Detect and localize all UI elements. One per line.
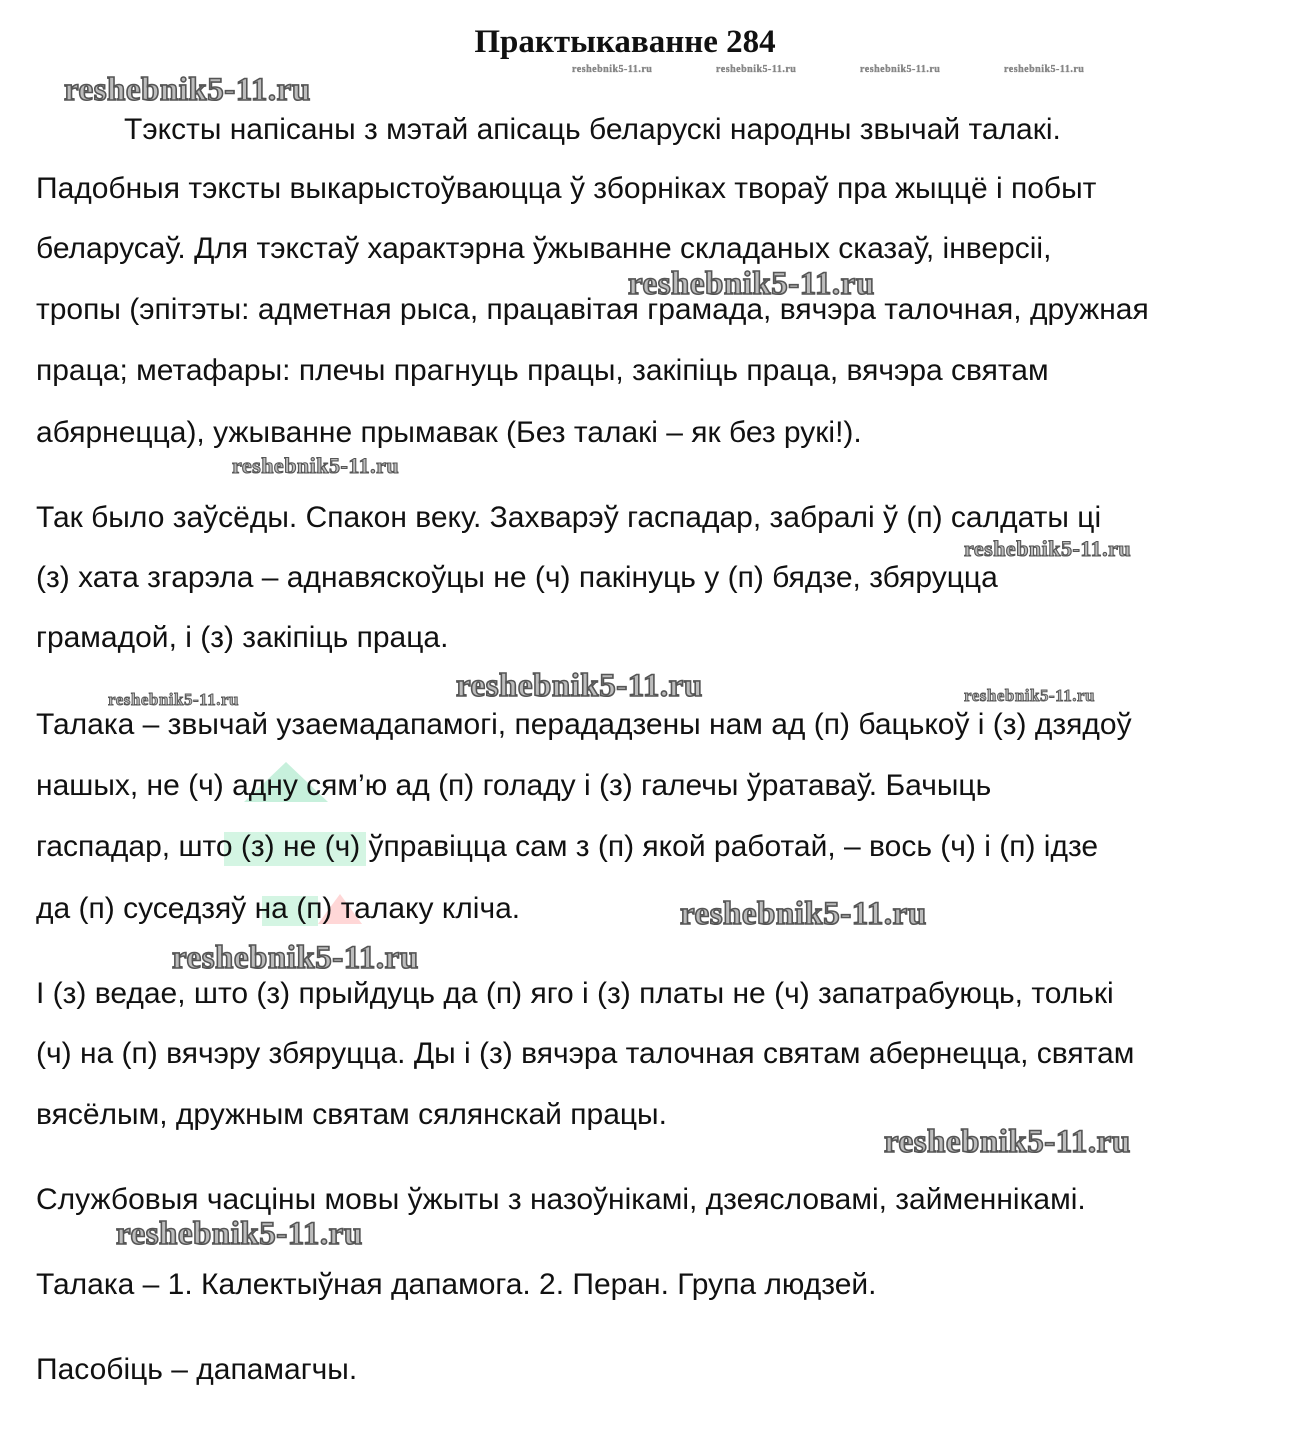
watermark: reshebnik5-11.ru — [1004, 64, 1085, 75]
watermark: reshebnik5-11.ru — [628, 266, 875, 302]
watermark: reshebnik5-11.ru — [232, 453, 400, 478]
text-line: гаспадар, што (з) не (ч) ўправіцца сам з (п) якой работай, – вось (ч) і (п) ідзе — [36, 830, 1099, 863]
text-line: Талака – 1. Калектыўная дапамога. 2. Перан. Група людзей. — [36, 1268, 877, 1301]
text-line: Талака – звычай узаемадапамогі, перададзены нам ад (п) бацькоў і (з) дзядоў — [36, 708, 1132, 741]
text-line: Падобныя тэксты выкарыстоўваюцца ў зборніках твораў пра жыццё і побыт — [36, 172, 1097, 205]
watermark: reshebnik5-11.ru — [64, 72, 311, 108]
watermark: reshebnik5-11.ru — [572, 64, 653, 75]
text-line: абярнецца), ужыванне прымавак (Без талакі – як без рукі!). — [36, 416, 862, 449]
text-line: праца; метафары: плечы прагнуць працы, закіпіць праца, вячэра святам — [36, 354, 1049, 387]
text-line: І (з) ведае, што (з) прыйдуць да (п) яго і (з) платы не (ч) запатрабуюць, толькі — [36, 977, 1114, 1010]
text-line: нашых, не (ч) адну сям’ю ад (п) голаду і (з) галечы ўратаваў. Бачыць — [36, 769, 992, 802]
text-line: Службовыя часціны мовы ўжыты з назоўнікамі, дзеясловамі, займеннікамі. — [36, 1183, 1086, 1216]
page-title: Практыкаванне 284 — [474, 24, 776, 60]
watermark: reshebnik5-11.ru — [456, 668, 703, 704]
watermark: reshebnik5-11.ru — [860, 64, 941, 75]
watermark: reshebnik5-11.ru — [964, 686, 1095, 705]
text-line: Тэксты напісаны з мэтай апісаць беларускі народны звычай талакі. — [124, 113, 1061, 146]
watermark: reshebnik5-11.ru — [964, 536, 1132, 561]
watermark: reshebnik5-11.ru — [716, 64, 797, 75]
watermark: reshebnik5-11.ru — [884, 1124, 1131, 1160]
text-line: да (п) суседзяў на (п) талаку кліча. — [36, 892, 521, 925]
text-line: Так было заўсёды. Спакон веку. Захварэў гаспадар, забралі ў (п) салдаты ці — [36, 501, 1102, 534]
text-line: (з) хата згарэла – аднавяскоўцы не (ч) пакінуць у (п) бядзе, збяруцца — [36, 561, 998, 594]
text-line: (ч) на (п) вячэру збяруцца. Ды і (з) вячэра талочная святам абернецца, святам — [36, 1037, 1135, 1070]
text-line: Пасобіць – дапамагчы. — [36, 1353, 358, 1386]
watermark: reshebnik5-11.ru — [172, 940, 419, 976]
text-line: тропы (эпітэты: адметная рыса, працавітая грамада, вячэра талочная, дружная — [36, 293, 1149, 326]
text-line: вясёлым, дружным святам сялянскай працы. — [36, 1098, 667, 1131]
watermark: reshebnik5-11.ru — [680, 896, 927, 932]
text-line: грамадой, і (з) закіпіць праца. — [36, 621, 449, 654]
text-line: беларусаў. Для тэкстаў характэрна ўжыванне складаных сказаў, інверсіі, — [36, 232, 1052, 265]
watermark: reshebnik5-11.ru — [116, 1216, 363, 1252]
watermark: reshebnik5-11.ru — [108, 690, 239, 709]
